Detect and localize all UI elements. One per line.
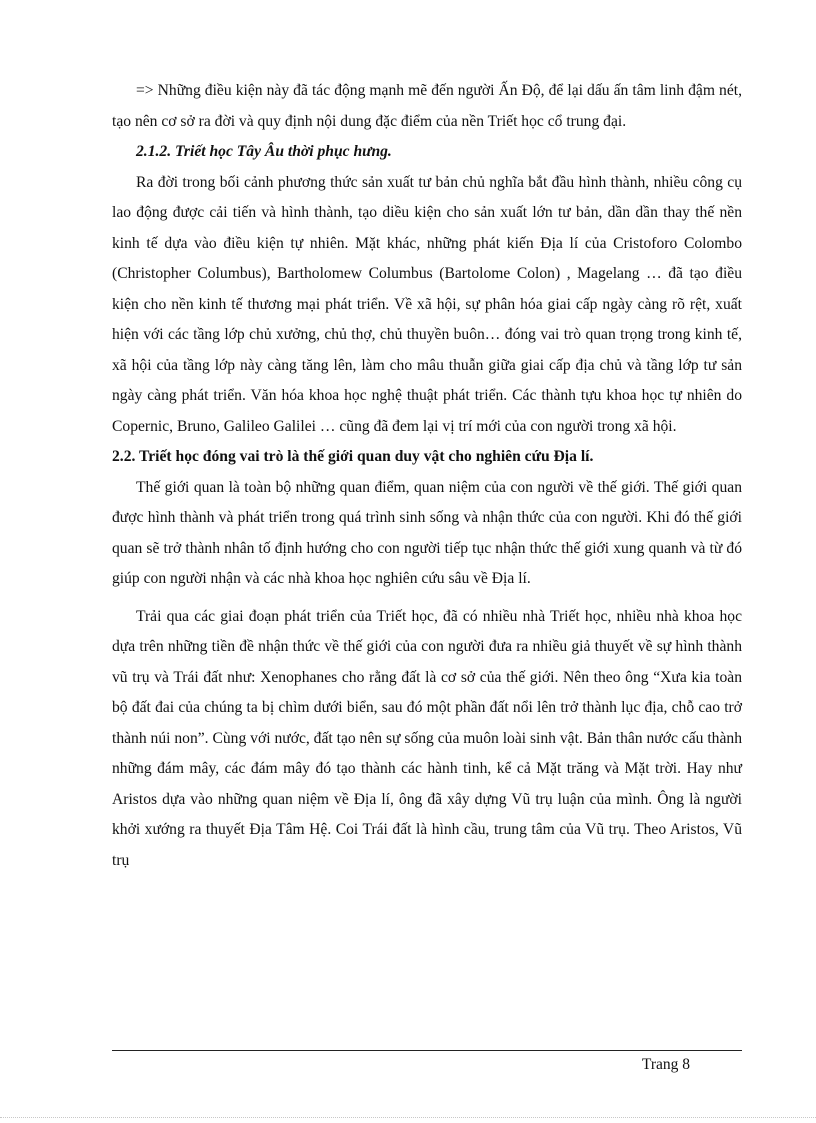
page-number: Trang 8 bbox=[641, 1056, 690, 1073]
section-heading-2-1-2: 2.1.2. Triết học Tây Âu thời phục hưng. bbox=[136, 143, 392, 160]
page-bottom-border bbox=[0, 1117, 816, 1118]
renaissance-paragraph: Ra đời trong bối cảnh phương thức sản xuất tư bản chủ nghĩa bắt đầu hình thành, nhiều công cụ lao động được cải tiến và hình thành, tạo diều kiện cho sản xuất lớn tư bản, dần dần thay thế nền kinh tế dựa vào điều kiện tự nhiên. Mặt khác, những phát kiến Địa lí của Cristoforo Colombo (Christopher Columbus), Bartholomew Columbus (Bartolome Colon) , Magelang … đã tạo điều kiện cho nền kinh tế thương mại phát triển. Về xã hội, sự phân hóa giai cấp ngày càng rõ rệt, xuất hiện với các tầng lớp chủ xưởng, chủ thợ, chủ thuyền buôn… đóng vai trò quan trọng trong kinh tế, xã hội của tầng lớp này càng tăng lên, làm cho mâu thuẫn giữa giai cấp địa chủ và tầng lớp tư sản ngày càng phát triển. Văn hóa khoa học nghệ thuật phát triển. Các thành tựu khoa học tự nhiên do Copernic, Bruno, Galileo Galilei … cũng đã đem lại vị trí mới của con người trong xã hội. bbox=[112, 173, 742, 435]
footer-divider bbox=[112, 1050, 742, 1051]
worldview-paragraph: Thế giới quan là toàn bộ những quan điểm, quan niệm của con người về thế giới. Thế giới quan được hình thành và phát triển trong quá trình sinh sống và nhận thức của con người. Khi đó thế giới quan sẽ trở thành nhân tố định hướng cho con người tiếp tục nhận thức thế giới xung quanh và từ đó giúp con người nhận và các nhà khoa học nghiên cứu sâu về Địa lí. bbox=[112, 478, 742, 587]
section-heading-2-2: 2.2. Triết học đóng vai trò là thế giới quan duy vật cho nghiên cứu Địa lí. bbox=[112, 448, 594, 465]
page-body bbox=[112, 76, 742, 876]
history-paragraph: Trải qua các giai đoạn phát triển của Triết học, đã có nhiều nhà Triết học, nhiều nhà khoa học dựa trên những tiền đề nhận thức về thế giới của con người đưa ra nhiều giả thuyết về sự hình thành vũ trụ và Trái đất như: Xenophanes cho rằng đất là cơ sở của thế giới. Nên theo ông “Xưa kia toàn bộ đất đai của chúng ta bị chìm dưới biển, sau đó một phần đất nổi lên trở thành lục địa, chỗ cao trở thành núi non”. Cùng với nước, đất tạo nên sự sống của muôn loài sinh vật. Bản thân nước cấu thành những đám mây, các đám mây đó tạo thành các hành tinh, kể cả Mặt trăng và Mặt trời. Hay như Aristos dựa vào những quan niệm về Địa lí, ông đã xây dựng Vũ trụ luận của mình. Ông là người khởi xướng ra thuyết Địa Tâm Hệ. Coi Trái đất là hình cầu, trung tâm của Vũ trụ. Theo Aristos, Vũ trụ bbox=[112, 607, 742, 869]
conclusion-paragraph: => Những điều kiện này đã tác động mạnh mẽ đến người Ấn Độ, để lại dấu ấn tâm linh đậm nét, tạo nên cơ sở ra đời và quy định nội dung đặc điểm của nền Triết học cổ trung đại. bbox=[112, 82, 742, 130]
